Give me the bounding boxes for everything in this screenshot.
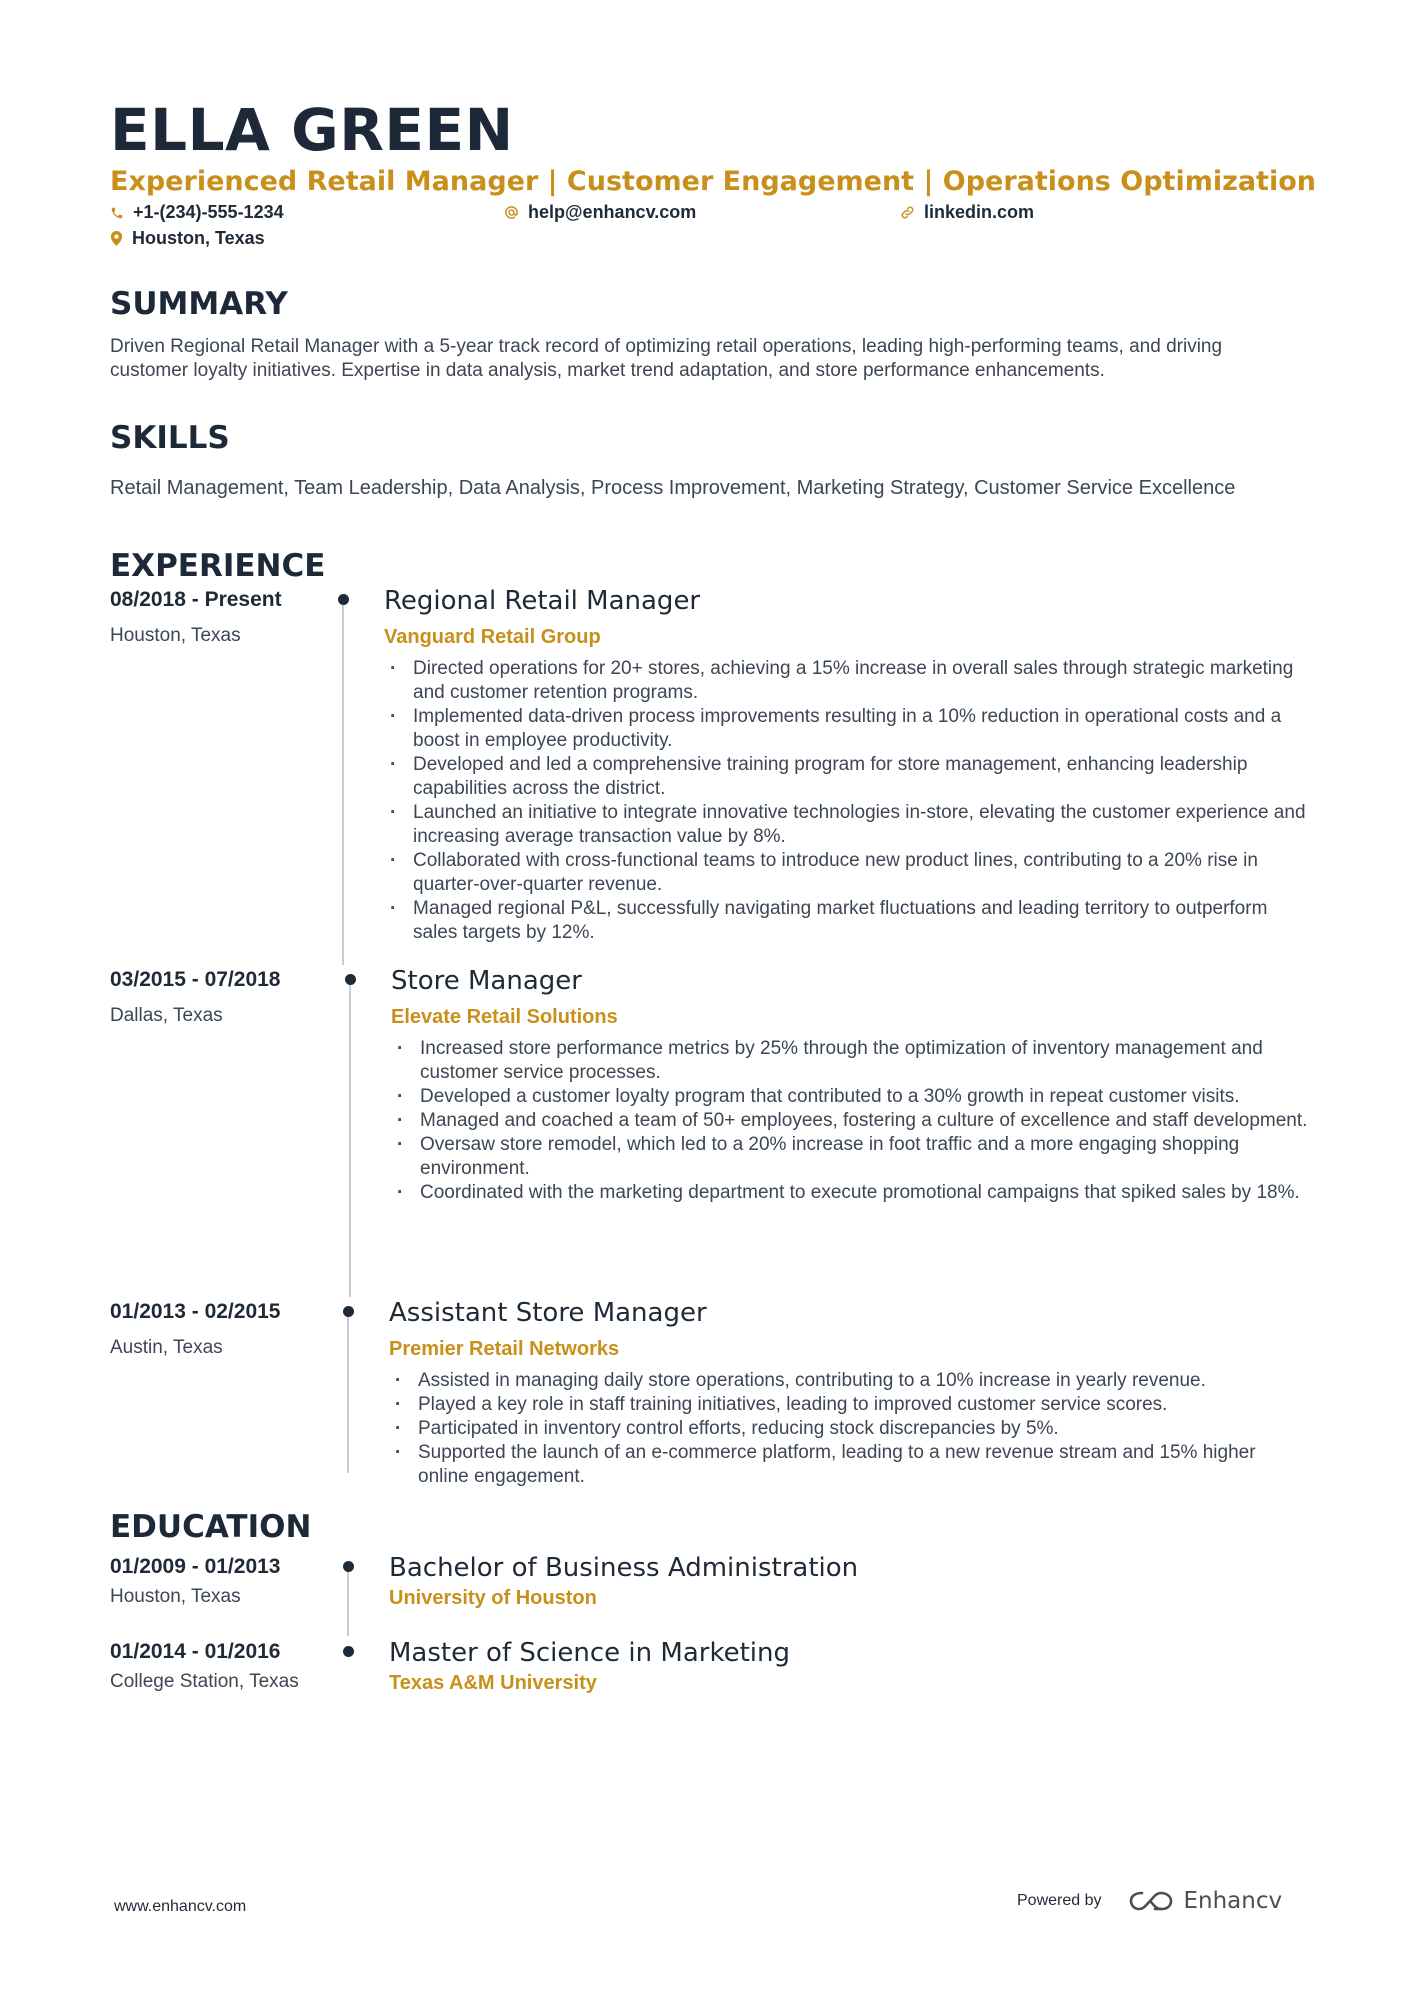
achievement-item: · Developed a customer loyalty program that contributed to a 30% growth in repeat customer visits. xyxy=(391,1085,1311,1109)
achievement-item: · Participated in inventory control efforts, reducing stock discrepancies by 5%. xyxy=(389,1417,1309,1441)
company-name: Elevate Retail Solutions xyxy=(391,1006,618,1028)
timeline-dot xyxy=(343,1646,354,1657)
experience-dates: 08/2018 - Present xyxy=(110,588,282,611)
education-title: EDUCATION xyxy=(110,1509,312,1545)
achievement-item: · Coordinated with the marketing department to execute promotional campaigns that spiked sales by 18%. xyxy=(391,1181,1311,1205)
achievement-item: · Launched an initiative to integrate innovative technologies in-store, elevating the customer experience and increasing average transaction value by 8%. xyxy=(384,801,1314,849)
timeline-dot xyxy=(345,974,356,985)
achievement-item: · Directed operations for 20+ stores, achieving a 15% increase in overall sales through strategic marketing and customer retention programs. xyxy=(384,657,1314,705)
achievement-item: · Implemented data-driven process improvements resulting in a 10% reduction in operational costs and a boost in employee productivity. xyxy=(384,705,1314,753)
education-section xyxy=(110,1507,1305,1713)
timeline-line xyxy=(342,605,344,965)
experience-title: EXPERIENCE xyxy=(110,548,326,584)
achievement-list xyxy=(389,1369,1309,1489)
achievement-item: · Played a key role in staff training initiatives, leading to improved customer service scores. xyxy=(389,1393,1309,1417)
timeline-line xyxy=(347,1572,349,1636)
degree-title: Bachelor of Business Administration xyxy=(389,1553,859,1583)
experience-timeline xyxy=(110,586,1308,1511)
timeline-dot xyxy=(343,1561,354,1572)
achievement-item: · Managed and coached a team of 50+ employees, fostering a culture of excellence and staff development. xyxy=(391,1109,1311,1133)
candidate-name: ELLA GREEN xyxy=(110,96,514,164)
contact-location xyxy=(110,228,265,249)
contact-linkedin[interactable] xyxy=(900,202,1034,223)
email-text: help@enhancv.com xyxy=(528,202,697,222)
timeline-dot xyxy=(343,1306,354,1317)
powered-by-label: Powered by xyxy=(1017,1892,1102,1909)
experience-dates: 01/2013 - 02/2015 xyxy=(110,1300,281,1323)
location-pin-icon xyxy=(110,231,123,246)
achievement-list xyxy=(391,1037,1311,1205)
timeline-line xyxy=(347,1317,349,1473)
skills-title: SKILLS xyxy=(110,420,230,456)
company-name: Premier Retail Networks xyxy=(389,1338,620,1360)
footer-branding xyxy=(1017,1888,1282,1914)
achievement-item: · Managed regional P&L, successfully navigating market fluctuations and leading territory to outperform sales targets by 12%. xyxy=(384,897,1314,945)
candidate-headline: Experienced Retail Manager | Customer Engagement | Operations Optimization xyxy=(110,166,1316,197)
achievement-item: · Developed and led a comprehensive training program for store management, enhancing leadership capabilities across the district. xyxy=(384,753,1314,801)
skills-text: Retail Management, Team Leadership, Data Analysis, Process Improvement, Marketing Strategy, Customer Service Excellence xyxy=(110,477,1236,499)
achievement-item: · Increased store performance metrics by 25% through the optimization of inventory management and customer service processes. xyxy=(391,1037,1311,1085)
experience-location: Dallas, Texas xyxy=(110,1005,223,1026)
school-name: University of Houston xyxy=(389,1587,597,1609)
school-name: Texas A&M University xyxy=(389,1672,597,1694)
at-icon xyxy=(504,205,519,220)
phone-text: +1-(234)-555-1234 xyxy=(133,202,284,222)
summary-section xyxy=(110,284,1305,383)
achievement-item: · Assisted in managing daily store operations, contributing to a 10% increase in yearly revenue. xyxy=(389,1369,1309,1393)
achievement-item: · Oversaw store remodel, which led to a 20% increase in foot traffic and a more engaging shopping environment. xyxy=(391,1133,1311,1181)
company-name: Vanguard Retail Group xyxy=(384,626,601,648)
job-title: Assistant Store Manager xyxy=(389,1298,707,1328)
contact-email[interactable] xyxy=(504,202,696,223)
education-location: Houston, Texas xyxy=(110,1586,241,1607)
experience-section xyxy=(110,546,1308,1511)
experience-location: Houston, Texas xyxy=(110,625,241,646)
degree-title: Master of Science in Marketing xyxy=(389,1638,790,1668)
linkedin-text: linkedin.com xyxy=(924,202,1035,222)
education-dates: 01/2014 - 01/2016 xyxy=(110,1640,281,1663)
achievement-list xyxy=(384,657,1314,945)
enhancv-brand-text[interactable]: Enhancv xyxy=(1183,1888,1283,1914)
experience-location: Austin, Texas xyxy=(110,1337,223,1358)
footer-website[interactable]: www.enhancv.com xyxy=(114,1898,247,1915)
summary-text: Driven Regional Retail Manager with a 5-year track record of optimizing retail operations, leading high-performing teams, and driving customer loyalty initiatives. Expertise in data analysis, market trend adaptation, and store performance enhancements. xyxy=(110,336,1223,381)
education-location: College Station, Texas xyxy=(110,1671,299,1692)
resume-content xyxy=(110,96,1316,1713)
achievement-item: · Collaborated with cross-functional teams to introduce new product lines, contributing to a 20% rise in quarter-over-quarter revenue. xyxy=(384,849,1314,897)
enhancv-logo-icon xyxy=(1128,1888,1174,1914)
contact-info xyxy=(110,202,1305,256)
education-timeline xyxy=(110,1553,1305,1713)
timeline-line xyxy=(349,985,351,1297)
job-title: Regional Retail Manager xyxy=(384,586,701,616)
link-icon xyxy=(900,205,915,220)
location-text: Houston, Texas xyxy=(132,228,265,248)
achievement-item: · Supported the launch of an e-commerce platform, leading to a new revenue stream and 15% higher online engagement. xyxy=(389,1441,1309,1489)
timeline-dot xyxy=(338,594,349,605)
experience-dates: 03/2015 - 07/2018 xyxy=(110,968,281,991)
phone-icon xyxy=(110,206,124,220)
skills-section xyxy=(110,418,1305,501)
education-dates: 01/2009 - 01/2013 xyxy=(110,1555,281,1578)
contact-phone[interactable] xyxy=(110,202,284,223)
job-title: Store Manager xyxy=(391,966,582,996)
summary-title: SUMMARY xyxy=(110,286,288,322)
